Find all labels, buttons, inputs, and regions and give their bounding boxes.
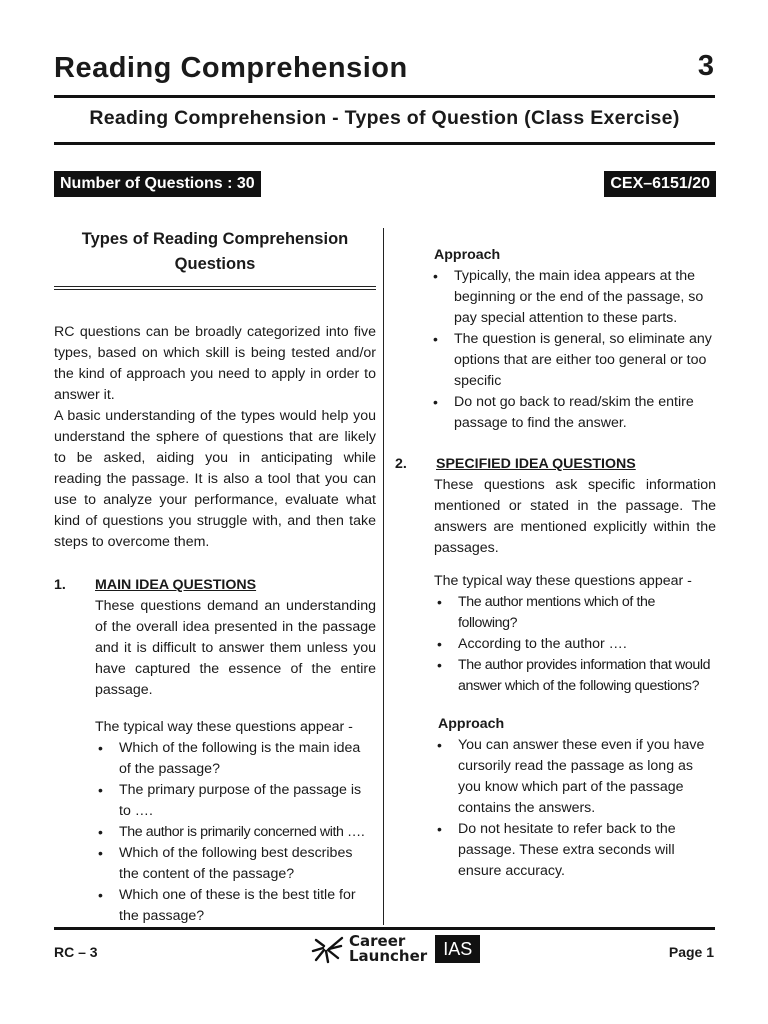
section-2-typical: The typical way these questions appear - xyxy=(434,573,692,589)
list-item: • The author mentions which of the following? xyxy=(434,592,716,634)
list-item: • The question is general, so eliminate any options that are either too general or too specific xyxy=(430,329,716,392)
list-item: • Which of the following is the main idea of the passage? xyxy=(95,738,376,780)
right-column xyxy=(395,245,716,882)
left-column xyxy=(54,227,376,927)
section-heading: Types of Reading Comprehension Questions xyxy=(81,230,349,273)
section-2-content xyxy=(434,475,716,882)
section-1-number: 1. xyxy=(54,577,66,593)
launcher-burst-icon xyxy=(311,934,345,964)
footer-rule xyxy=(54,927,715,930)
section-1-heading xyxy=(54,575,376,596)
header-rule-bottom xyxy=(54,142,715,145)
intro-paragraph-2: A basic understanding of the types would help you understand the sphere of questions that are likely to be asked, aiding you in anticipating while reading the passage. It is also a tool that you can use to analyze your performance, evaluate what kind of questions you struggle with, and then take steps to overcome them. xyxy=(54,408,376,550)
section-2-bullets xyxy=(434,592,716,697)
section-1-bullets xyxy=(95,738,376,927)
list-item: • According to the author …. xyxy=(434,634,716,655)
page-subtitle: Reading Comprehension - Types of Question (Class Exercise) xyxy=(89,107,680,129)
section-2-body: These questions ask specific information mentioned or stated in the passage. The answers are mentioned explicitly within the passages. xyxy=(434,477,716,556)
footer-section-label: RC – 3 xyxy=(54,944,98,960)
approach-1-block xyxy=(430,245,716,434)
career-launcher-logo xyxy=(311,934,480,964)
logo-line-1: Career xyxy=(349,932,406,950)
section-1-content xyxy=(95,596,376,927)
list-item: • The author is primarily concerned with …. xyxy=(95,822,376,843)
list-item: • You can answer these even if you have cursorily read the passage as long as you know which part of the passage contains the answers. xyxy=(434,735,716,819)
approach-1-label: Approach xyxy=(434,247,501,263)
list-item: • The author provides information that would answer which of the following questions? xyxy=(434,655,716,697)
exercise-code-badge: CEX–6151/20 xyxy=(604,171,716,197)
approach-2-bullets xyxy=(434,735,716,882)
page-number: Page 1 xyxy=(668,944,714,960)
approach-2-block xyxy=(434,714,716,882)
chapter-title: Reading Comprehension xyxy=(54,52,408,84)
list-item: • Which one of these is the best title for the passage? xyxy=(95,885,376,927)
logo-ias-badge: IAS xyxy=(435,935,480,963)
logo-wordmark xyxy=(349,934,427,964)
approach-1-bullets xyxy=(430,266,716,434)
chapter-number: 3 xyxy=(697,50,714,82)
intro-paragraph-1: RC questions can be broadly categorized into five types, based on which skill is being tested and/or the kind of approach you need to apply in order to answer it. xyxy=(54,324,376,403)
logo-line-2: Launcher xyxy=(349,947,428,965)
list-item: • Typically, the main idea appears at the beginning or the end of the passage, so pay special attention to these parts. xyxy=(430,266,716,329)
list-item: • The primary purpose of the passage is to …. xyxy=(95,780,376,822)
section-2-title: SPECIFIED IDEA QUESTIONS xyxy=(436,456,636,472)
question-count-badge: Number of Questions : 30 xyxy=(54,171,261,197)
list-item: • Which of the following best describes the content of the passage? xyxy=(95,843,376,885)
approach-2-label: Approach xyxy=(438,716,505,732)
list-item: • Do not hesitate to refer back to the passage. These extra seconds will ensure accuracy. xyxy=(434,819,716,882)
heading-double-rule xyxy=(54,286,376,290)
header-rule-top xyxy=(54,95,715,98)
section-1-typical: The typical way these questions appear - xyxy=(95,719,353,735)
section-2-number: 2. xyxy=(395,456,407,472)
column-divider xyxy=(383,228,384,925)
section-1-body: These questions demand an understanding of the overall idea presented in the passage and it is difficult to answer them unless you have captured the essence of the entire passage. xyxy=(95,598,376,698)
section-2-heading xyxy=(395,454,716,475)
list-item: • Do not go back to read/skim the entire passage to find the answer. xyxy=(430,392,716,434)
section-1-title: MAIN IDEA QUESTIONS xyxy=(95,577,257,593)
